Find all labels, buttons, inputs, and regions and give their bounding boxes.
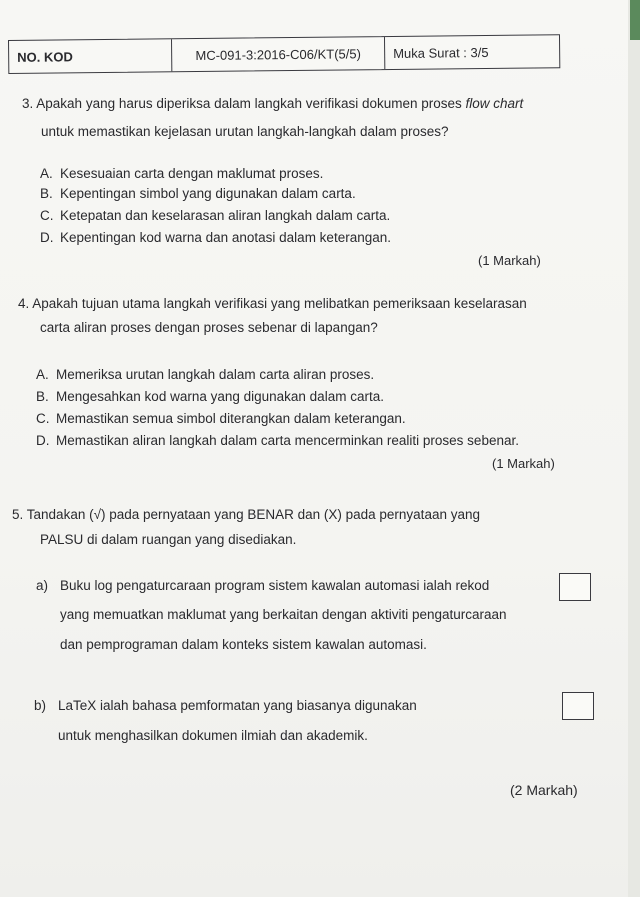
q4-line2: carta aliran proses dengan proses sebenar di lapangan? <box>40 320 378 335</box>
q5a-answer-box[interactable] <box>559 573 591 601</box>
q3-line2: untuk memastikan kejelasan urutan langkah-langkah dalam proses? <box>41 124 449 139</box>
q3-marks: (1 Markah) <box>478 253 541 268</box>
q5b-line2: untuk menghasilkan dokumen ilmiah dan akademik. <box>58 728 368 743</box>
q3-line1 <box>22 96 523 111</box>
q3-italic-term: flow chart <box>465 96 524 111</box>
q3-option-d: D. Kepentingan kod warna dan anotasi dalam keterangan. <box>40 230 391 245</box>
q5-text-1: Tandakan (√) pada pernyataan yang BENAR dan (X) pada pernyataan yang <box>26 507 480 522</box>
q5b-label: b) <box>34 698 47 713</box>
q3-option-b: B. Kepentingan simbol yang digunakan dalam carta. <box>40 186 356 201</box>
q4-option-d: D. Memastikan aliran langkah dalam carta mencerminkan realiti proses sebenar. <box>36 433 519 448</box>
q5b-answer-box[interactable] <box>562 692 594 720</box>
q5a-line3: dan pemprograman dalam konteks sistem kawalan automasi. <box>60 637 427 652</box>
q3-option-a: A. Kesesuaian carta dengan maklumat proses. <box>40 166 324 181</box>
q5a-line2: yang memuatkan maklumat yang berkaitan dengan aktiviti pengaturcaraan <box>60 607 507 622</box>
q5-line2: PALSU di dalam ruangan yang disediakan. <box>40 532 297 547</box>
header-table <box>8 34 560 74</box>
page-edge <box>628 0 640 897</box>
q3-option-c: C. Ketepatan dan keselarasan aliran langkah dalam carta. <box>40 208 391 223</box>
q4-option-a: A. Memeriksa urutan langkah dalam carta aliran proses. <box>36 367 375 382</box>
q5-line1 <box>12 507 480 522</box>
q4-option-b: B. Mengesahkan kod warna yang digunakan dalam carta. <box>36 389 384 404</box>
q5a-label: a) <box>36 578 49 593</box>
kod-value: MC-091-3:2016-C06/KT(5/5) <box>172 37 385 71</box>
q4-number: 4. <box>18 296 30 311</box>
q5-number: 5. <box>12 507 24 522</box>
q4-text-1: Apakah tujuan utama langkah verifikasi yang melibatkan pemeriksaan keselarasan <box>32 296 527 311</box>
q4-marks: (1 Markah) <box>492 456 555 471</box>
q3-number: 3. <box>22 96 34 111</box>
q5-marks: (2 Markah) <box>510 782 578 798</box>
q5a-line1: a) Buku log pengaturcaraan program sistem kawalan automasi ialah rekod <box>36 578 490 593</box>
q4-line1 <box>18 296 527 311</box>
q5b-line1: b) LaTeX ialah bahasa pemformatan yang biasanya digunakan <box>34 698 417 713</box>
q3-text-1: Apakah yang harus diperiksa dalam langkah verifikasi dokumen proses <box>36 96 466 111</box>
page-number: Muka Surat : 3/5 <box>393 44 489 61</box>
kod-label: NO. KOD <box>9 39 172 73</box>
q4-option-c: C. Memastikan semua simbol diterangkan dalam keterangan. <box>36 411 406 426</box>
